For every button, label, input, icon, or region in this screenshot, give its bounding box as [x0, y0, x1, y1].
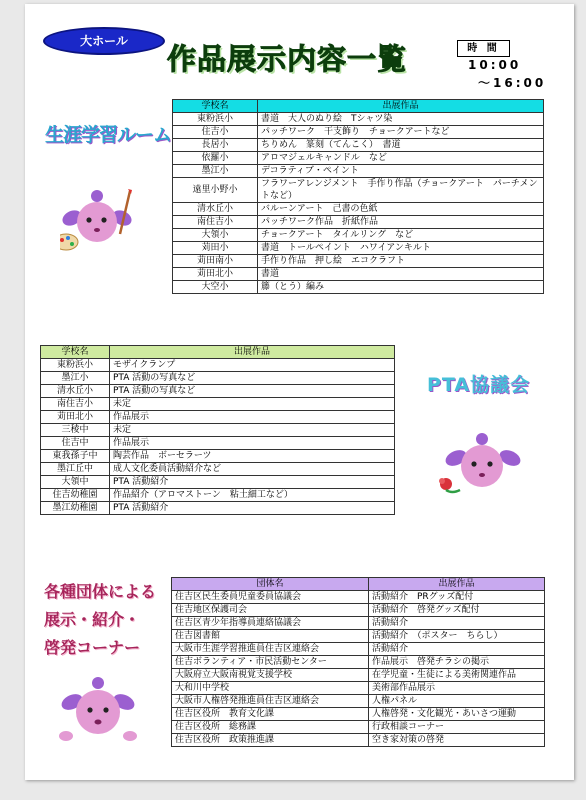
table-row [172, 721, 545, 734]
column-header-works: 出展作品 [258, 100, 544, 113]
works-cell: PTA 活動の写真など [110, 372, 395, 385]
group-cell: 大阪市生涯学習推進員住吉区連絡会 [172, 643, 369, 656]
section-label-pta: PTA協議会 [427, 374, 531, 396]
school-cell: 遠里小野小 [173, 178, 258, 203]
works-cell: 書道 [258, 268, 544, 281]
works-cell: 作品展示 [110, 411, 395, 424]
table-row [41, 385, 395, 398]
works-cell: 未定 [110, 424, 395, 437]
works-cell: PTA 活動の写真など [110, 385, 395, 398]
works-cell: 空き家対策の啓発 [369, 734, 545, 747]
works-cell: デコラティブ・ペイント [258, 165, 544, 178]
school-cell: 大領中 [41, 476, 110, 489]
section-label-groups [44, 578, 156, 662]
works-cell: 成人文化委員活動紹介など [110, 463, 395, 476]
school-cell: 苅田北小 [173, 268, 258, 281]
table-row [41, 476, 395, 489]
table-row [41, 489, 395, 502]
school-cell: 墨江小 [41, 372, 110, 385]
school-cell: 住吉小 [173, 126, 258, 139]
works-cell: モザイクランプ [110, 359, 395, 372]
table-row [172, 617, 545, 630]
table-row [41, 502, 395, 515]
table-row [172, 708, 545, 721]
column-header-group: 団体名 [172, 578, 369, 591]
works-cell: 陶芸作品 ボーセラーツ [110, 450, 395, 463]
works-cell: 活動紹介 （ポスター ちらし） [369, 630, 545, 643]
school-cell: 三稜中 [41, 424, 110, 437]
table-row [172, 656, 545, 669]
table-row [41, 398, 395, 411]
school-cell: 大領小 [173, 229, 258, 242]
time-start: 10:00 [468, 58, 522, 72]
column-header-works: 出展作品 [369, 578, 545, 591]
table-row [173, 165, 544, 178]
works-cell: 手作り作品 押し絵 エコクラフト [258, 255, 544, 268]
table-row [41, 424, 395, 437]
table-row [172, 695, 545, 708]
school-cell: 墨江小 [173, 165, 258, 178]
works-cell: フラワーアレンジメント 手作り作品（チョークアート パーチメントなど） [258, 178, 544, 203]
works-cell: 籐（とう）編み [258, 281, 544, 294]
section-label-lifelong: 生涯学習ルーム [45, 124, 172, 146]
table-row [173, 139, 544, 152]
school-cell: 住吉中 [41, 437, 110, 450]
school-cell: 東粉浜小 [173, 113, 258, 126]
works-cell: 人権啓発・文化観光・あいさつ運動 [369, 708, 545, 721]
works-cell: 作品展示 啓発チラシの掲示 [369, 656, 545, 669]
school-cell: 苅田南小 [173, 255, 258, 268]
table-row [172, 604, 545, 617]
group-cell: 住吉区役所 政策推進課 [172, 734, 369, 747]
section-label-line: 各種団体による [44, 582, 157, 601]
lifelong-table [172, 99, 544, 294]
table-row [173, 255, 544, 268]
column-header-works: 出展作品 [110, 346, 395, 359]
works-cell: パッチワーク 干支飾り チョークアートなど [258, 126, 544, 139]
groups-table [171, 577, 545, 747]
section-label-line: 啓発コーナー [44, 638, 141, 657]
group-cell: 大阪府立大阪南視覚支援学校 [172, 669, 369, 682]
table-row [173, 268, 544, 281]
works-cell: 行政相談コーナー [369, 721, 545, 734]
table-header-row [172, 578, 545, 591]
table-row [172, 734, 545, 747]
time-end: ～16:00 [478, 76, 547, 90]
school-cell: 墨江丘中 [41, 463, 110, 476]
works-cell: 活動紹介 [369, 643, 545, 656]
table-row [173, 113, 544, 126]
school-cell: 清水丘小 [173, 203, 258, 216]
group-cell: 住吉区民生委員児童委員協議会 [172, 591, 369, 604]
table-row [173, 178, 544, 203]
group-cell: 住吉区役所 総務課 [172, 721, 369, 734]
table-row [172, 630, 545, 643]
time-label: 時 間 [457, 40, 510, 57]
school-cell: 苅田北小 [41, 411, 110, 424]
works-cell: 作品展示 [110, 437, 395, 450]
table-row [41, 372, 395, 385]
table-row [173, 216, 544, 229]
table-row [41, 359, 395, 372]
table-row [173, 203, 544, 216]
table-row [173, 152, 544, 165]
works-cell: 在学児童・生徒による美術関連作品 [369, 669, 545, 682]
table-row [173, 229, 544, 242]
school-cell: 大空小 [173, 281, 258, 294]
works-cell: バルーンアート 己書の色紙 [258, 203, 544, 216]
works-cell: 人権パネル [369, 695, 545, 708]
section-label-line: 展示・紹介・ [44, 610, 141, 629]
group-cell: 大和川中学校 [172, 682, 369, 695]
page-title: 作品展示内容一覧 [167, 42, 408, 76]
works-cell: パッチワーク作品 折紙作品 [258, 216, 544, 229]
school-cell: 依羅小 [173, 152, 258, 165]
works-cell: 活動紹介 啓発グッズ配付 [369, 604, 545, 617]
works-cell: チョークアート タイルリング など [258, 229, 544, 242]
column-header-school: 学校名 [173, 100, 258, 113]
table-row [41, 411, 395, 424]
table-row [172, 669, 545, 682]
school-cell: 長居小 [173, 139, 258, 152]
school-cell: 墨江幼稚園 [41, 502, 110, 515]
table-row [41, 437, 395, 450]
school-cell: 清水丘小 [41, 385, 110, 398]
table-row [41, 450, 395, 463]
school-cell: 東粉浜小 [41, 359, 110, 372]
group-cell: 住吉区役所 教育文化課 [172, 708, 369, 721]
hall-badge: 大ホール [43, 27, 165, 55]
table-row [172, 591, 545, 604]
works-cell: 作品紹介（アロマストーン 粘土細工など） [110, 489, 395, 502]
works-cell: アロマジェルキャンドル など [258, 152, 544, 165]
group-cell: 住吉区青少年指導員連絡協議会 [172, 617, 369, 630]
table-row [172, 682, 545, 695]
mascot-flower-illustration [432, 432, 528, 500]
group-cell: 住吉図書館 [172, 630, 369, 643]
works-cell: PTA 活動紹介 [110, 502, 395, 515]
column-header-school: 学校名 [41, 346, 110, 359]
school-cell: 南住吉小 [173, 216, 258, 229]
pta-table [40, 345, 395, 515]
table-header-row [41, 346, 395, 359]
works-cell: 活動紹介 PRグッズ配付 [369, 591, 545, 604]
group-cell: 住吉地区保護司会 [172, 604, 369, 617]
works-cell: 活動紹介 [369, 617, 545, 630]
table-row [172, 643, 545, 656]
table-row [173, 242, 544, 255]
school-cell: 東我孫子中 [41, 450, 110, 463]
table-header-row [173, 100, 544, 113]
school-cell: 南住吉小 [41, 398, 110, 411]
mascot-painter-illustration [60, 188, 150, 256]
works-cell: 書道 大人のぬり絵 Tシャツ染 [258, 113, 544, 126]
school-cell: 苅田小 [173, 242, 258, 255]
works-cell: 書道 トールペイント ハワイアンキルト [258, 242, 544, 255]
table-row [41, 463, 395, 476]
works-cell: PTA 活動紹介 [110, 476, 395, 489]
mascot-cheering-illustration [52, 676, 144, 748]
works-cell: 美術部作品展示 [369, 682, 545, 695]
group-cell: 大阪市人権啓発推進員住吉区連絡会 [172, 695, 369, 708]
school-cell: 住吉幼稚園 [41, 489, 110, 502]
works-cell: ちりめん 篆刻（てんこく） 書道 [258, 139, 544, 152]
table-row [173, 281, 544, 294]
works-cell: 未定 [110, 398, 395, 411]
table-row [173, 126, 544, 139]
group-cell: 住吉ボランティア・市民活動センター [172, 656, 369, 669]
